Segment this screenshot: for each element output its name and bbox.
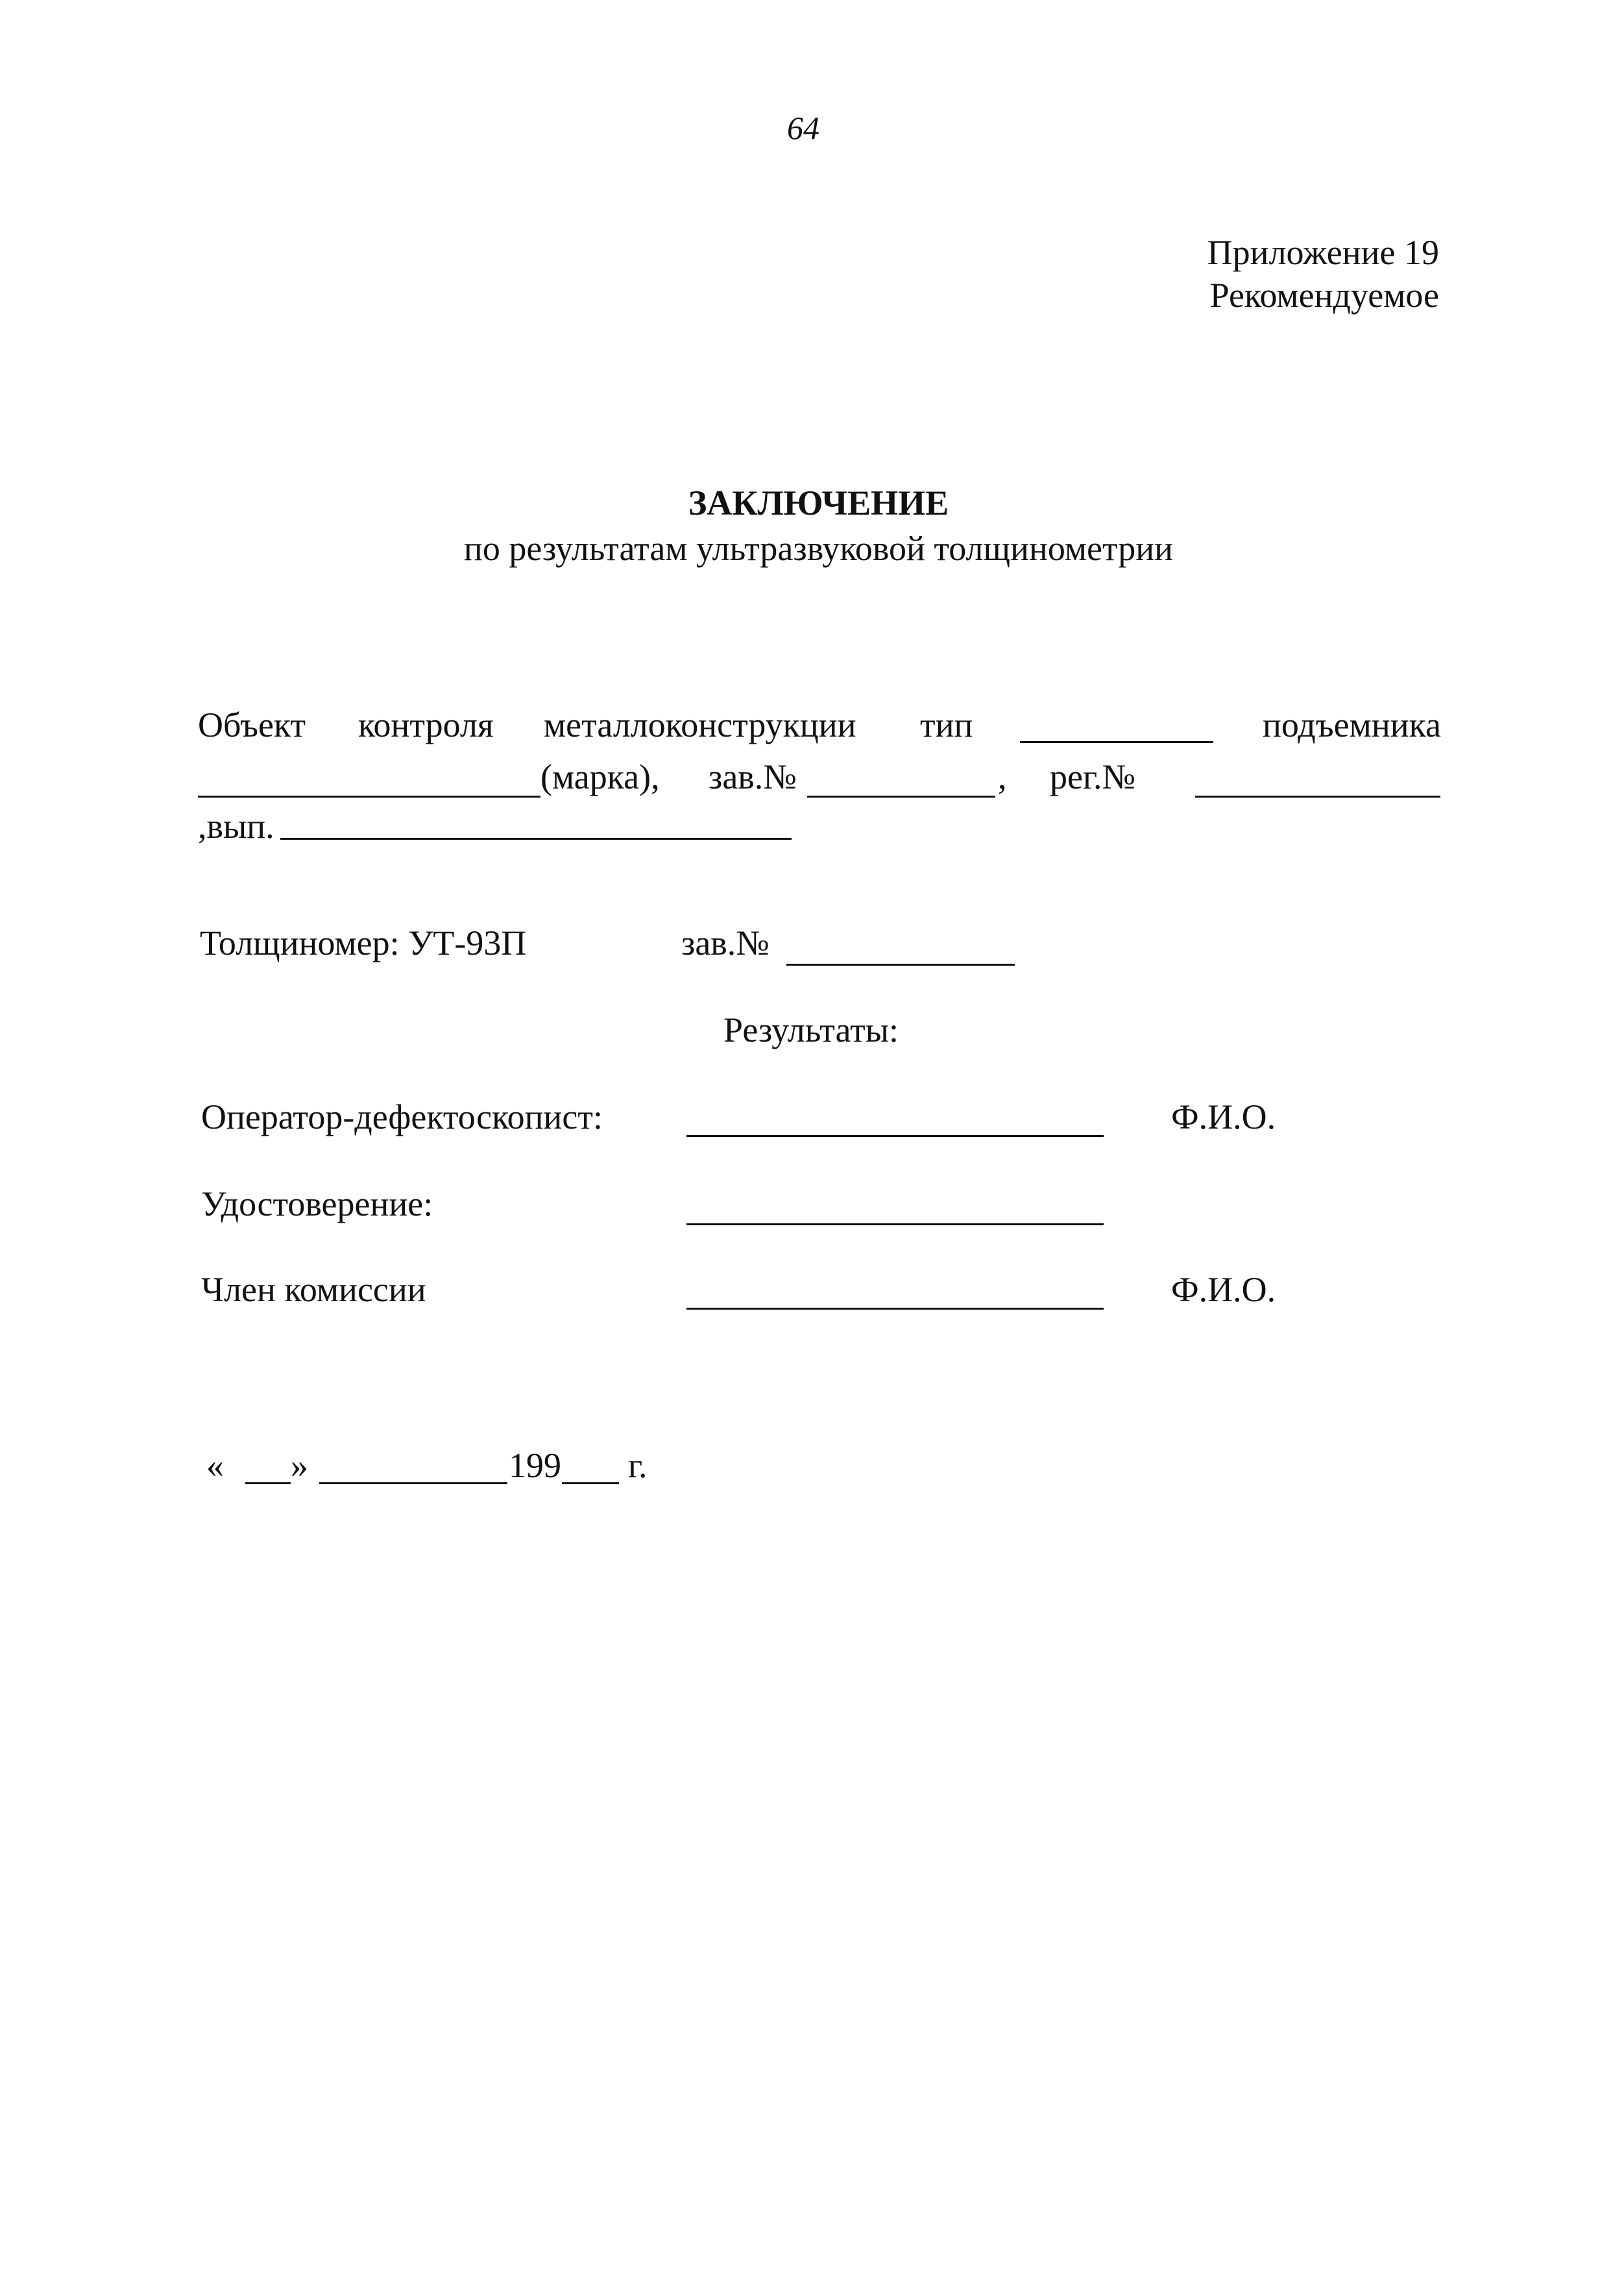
object-word-2: контроля [358, 705, 494, 744]
results-label: Результаты: [723, 1010, 899, 1049]
commission-member-label: Член комиссии [201, 1270, 426, 1309]
commission-member-signature-field[interactable] [686, 1308, 1104, 1310]
gauge-number-label: зав.№ [681, 923, 770, 962]
date-open-quote: « [206, 1446, 224, 1485]
date-year-field[interactable] [562, 1482, 619, 1484]
comma-separator: , [998, 757, 1007, 796]
brand-label: (марка), [540, 757, 660, 796]
date-day-field[interactable] [245, 1482, 291, 1484]
object-word-3: металлоконструкции [544, 705, 856, 744]
date-year-prefix: 199 [509, 1446, 561, 1485]
lift-type-field[interactable] [1020, 741, 1213, 743]
page-number: 64 [787, 110, 819, 146]
registration-number-label: рег.№ [1050, 757, 1136, 796]
document-title: ЗАКЛЮЧЕНИЕ [688, 483, 949, 522]
object-word-4: тип [920, 705, 973, 744]
certificate-label: Удостоверение: [201, 1184, 433, 1223]
object-word-5: подъемника [1262, 705, 1441, 744]
registration-number-field[interactable] [1195, 796, 1440, 798]
lift-brand-field[interactable] [198, 796, 540, 798]
date-year-suffix: г. [628, 1446, 648, 1485]
certificate-field[interactable] [686, 1223, 1104, 1225]
thickness-gauge-label: Толщиномер: УТ-93П [200, 923, 527, 962]
factory-number-field[interactable] [807, 796, 995, 798]
appendix-number: Приложение 19 [1207, 233, 1439, 272]
gauge-number-field[interactable] [786, 964, 1015, 966]
object-word-1: Объект [198, 705, 306, 744]
factory-number-label: зав.№ [709, 757, 797, 796]
document-subtitle: по результатам ультразвуковой толщинометрии [463, 529, 1174, 568]
issue-year-label: ,вып. [198, 807, 274, 846]
operator-fio: Ф.И.О. [1171, 1097, 1276, 1136]
operator-signature-field[interactable] [686, 1135, 1104, 1137]
appendix-status: Рекомендуемое [1209, 276, 1439, 315]
date-close-quote: » [291, 1446, 308, 1485]
commission-member-fio: Ф.И.О. [1171, 1270, 1276, 1309]
date-month-field[interactable] [319, 1482, 507, 1484]
issue-year-field[interactable] [280, 838, 792, 840]
operator-label: Оператор-дефектоскопист: [201, 1097, 603, 1136]
